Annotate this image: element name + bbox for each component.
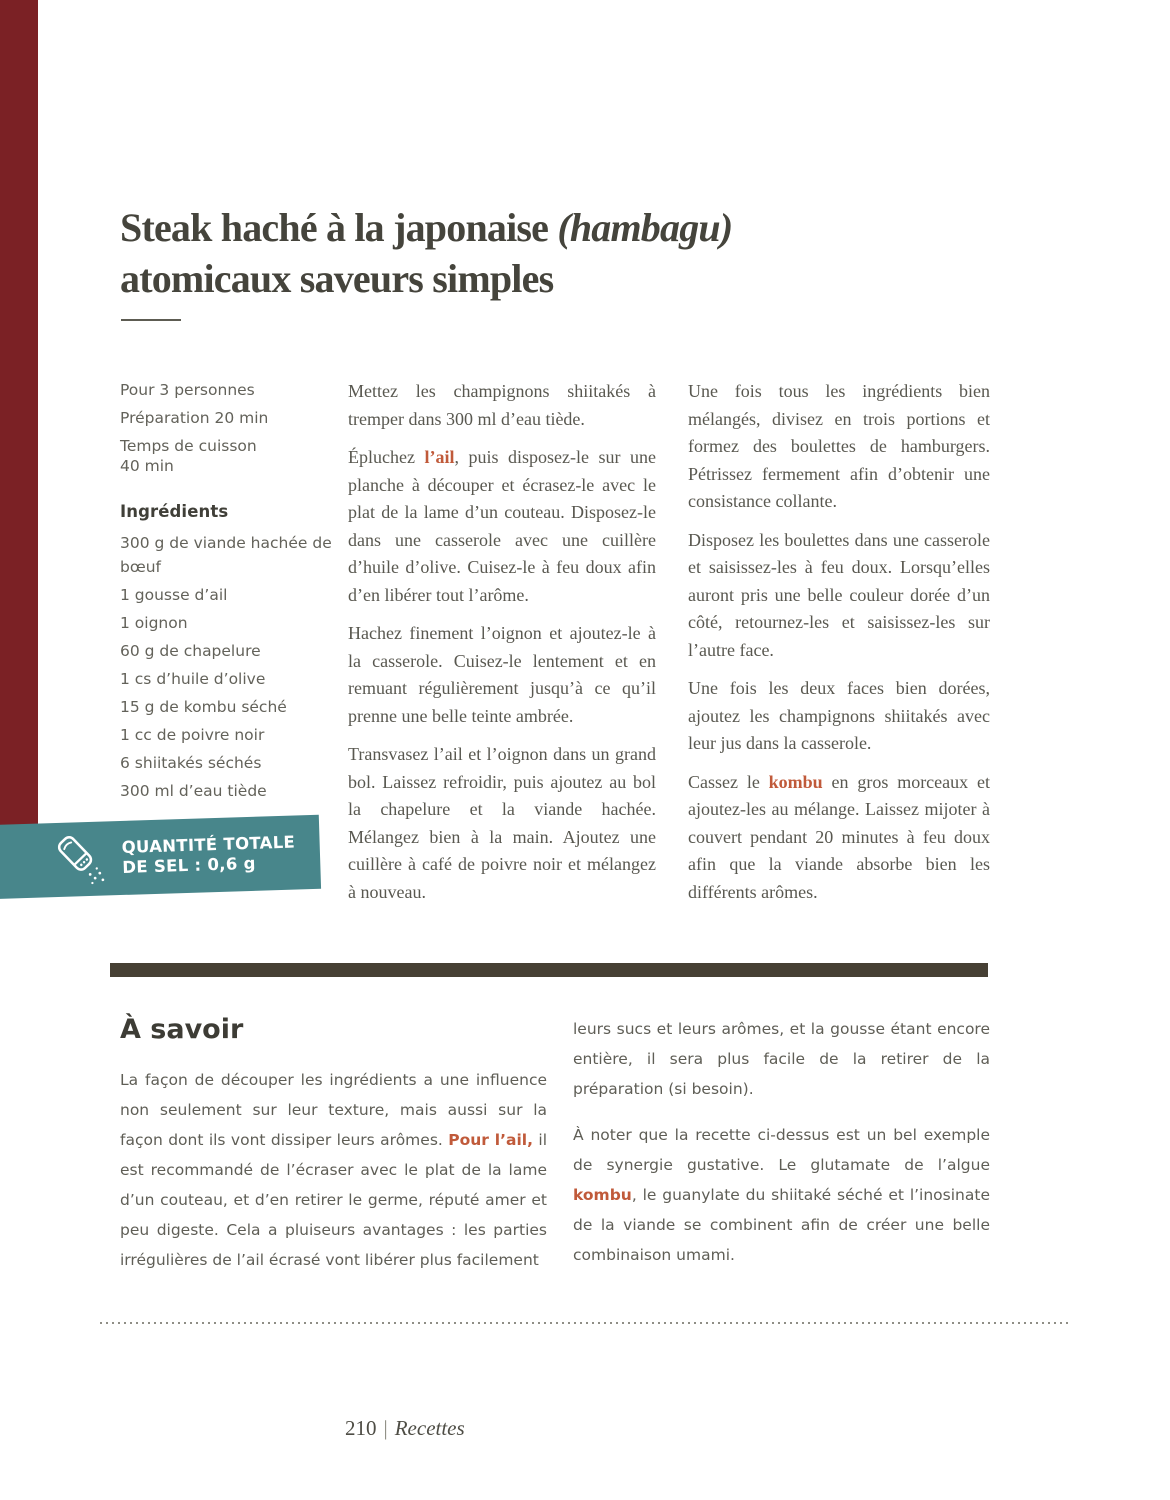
accent-term: Pour l’ail, [448,1131,533,1149]
meta-line: Préparation 20 min [120,409,269,427]
ingredient-item: 15 g de kombu séché [120,698,287,716]
title-line2: aux saveurs simples [230,256,554,301]
meta-line: 40 min [120,457,174,475]
title-line1-italic: (hambagu) [557,205,733,250]
accent-term: kombu [768,771,823,792]
page-number: 210 [345,1416,377,1440]
meta-line: Pour 3 personnes [120,381,255,399]
accent-term: l’ail [424,447,455,467]
accent-term: kombu [573,1186,632,1204]
recipe-header [120,202,1020,304]
ingredient-item: 1 oignon [120,614,188,632]
a-savoir-grid [120,1014,990,1291]
paragraph: Mettez les champignons shiitakés à tremper dans 300 ml d’eau tiède. [348,381,656,429]
a-savoir-left-cell [120,1014,547,1291]
recipe-info-column [120,380,338,807]
ingredient-item: 6 shiitakés séchés [120,754,262,772]
salt-line1: QUANTITÉ TOTALE [121,832,296,857]
paragraph: Épluchez l’ail, puis disposez-le sur une planche à découper et écrasez-le avec le plat de la lame d’un couteau. Disposez-le dans une casserole avec une cuillère d’huile d’olive. Cuisez-le à feu doux afin d’en libérer tout l’arôme. [348,447,657,605]
a-savoir-column-1 [120,1065,547,1275]
paragraph: Une fois tous les ingrédients bien mélangés, divisez en trois portions et formez des boulettes de hamburgers. Pétrissez fermement afin d’obtenir une consistance collante. [688,381,990,511]
ingredient-item: 1 cc de poivre noir [120,726,265,744]
ingredient-item: 60 g de chapelure [120,642,261,660]
ingredient-item: 300 ml d’eau tiède [120,782,267,800]
paragraph: Disposez les boulettes dans une casserole et saisissez-les à feu doux. Lorsqu’elles auront pris une belle couleur dorée d’un côté, retournez-les et saisissez-les sur l’autre face. [688,529,990,660]
page-footer [345,1416,465,1441]
title-rule [121,319,181,321]
salt-banner-text [121,833,296,878]
footer-section-label: Recettes [394,1416,465,1440]
method-column-1 [348,378,656,917]
footer-separator: | [383,1416,388,1440]
ingredient-item: 300 g de viande hachée de bœuf [120,534,332,576]
a-savoir-column-2 [573,1014,990,1286]
paragraph: Transvasez l’ail et l’oignon dans un grand bol. Laissez refroidir, puis ajoutez au bol la chapelure et la viande hachée. Mélangez bien à la main. Ajoutez une cuillère à café de poivre noir et mélangez à nouveau. [348,744,656,902]
salt-shaker-icon [51,831,111,887]
meta-info [120,380,338,476]
a-savoir-heading: À savoir [120,1014,244,1045]
paragraph: Cassez le kombu en gros morceaux et ajoutez-les au mélange. Laissez mijoter à couvert pendant 20 minutes à feu doux afin que la viande absorbe bien les différents arômes. [688,771,990,902]
paragraph: La façon de découper les ingrédients a une influence non seulement sur leur texture, mais aussi sur la façon dont ils vont dissiper leurs arômes. Pour l’ail, il est recommandé de l’écraser avec le plat de la lame d’un couteau, et d’en retirer le germe, réputé amer et peu digeste. Cela a pluiseurs avantages : les parties irrégulières de l’ail écrasé vont libérer plus facilement [120,1071,548,1269]
ingredient-item: 1 cs d’huile d’olive [120,670,266,688]
salt-banner [0,815,321,899]
meta-line: Temps de cuisson [120,437,257,455]
paragraph: À noter que la recette ci-dessus est un bel exemple de synergie gustative. Le glutamate de l’algue kombu, le guanylate du shiitaké séché et l’inosinate de la viande se combinent afin de créer une belle combinaison umami. [573,1126,990,1264]
section-divider-bar [110,963,988,977]
paragraph: Hachez finement l’oignon et ajoutez-le à la casserole. Cuisez-le lentement et en remuant régulièrement jusqu’à ce qu’il prenne une belle teinte ambrée. [348,623,656,726]
recipe-title: Steak haché à la japonaise (hambagu) atomicaux saveurs simples [120,205,733,301]
ingredient-item: 1 gousse d’ail [120,586,228,604]
method-column-2 [688,378,990,917]
ingredients-heading: Ingrédients [120,502,229,521]
chapter-edge-strip [0,0,38,858]
a-savoir-section [120,1014,990,1291]
ingredient-list [120,531,338,803]
paragraph: leurs sucs et leurs arômes, et la gousse étant encore entière, il sera plus facile de la retirer de la préparation (si besoin). [573,1020,990,1098]
salt-line2: DE SEL : 0,6 g [122,853,256,877]
title-line1: Steak haché à la japonaise [120,205,558,250]
dotted-rule [100,1322,1070,1324]
paragraph: Une fois les deux faces bien dorées, ajoutez les champignons shiitakés avec leur jus dans la casserole. [688,678,990,753]
